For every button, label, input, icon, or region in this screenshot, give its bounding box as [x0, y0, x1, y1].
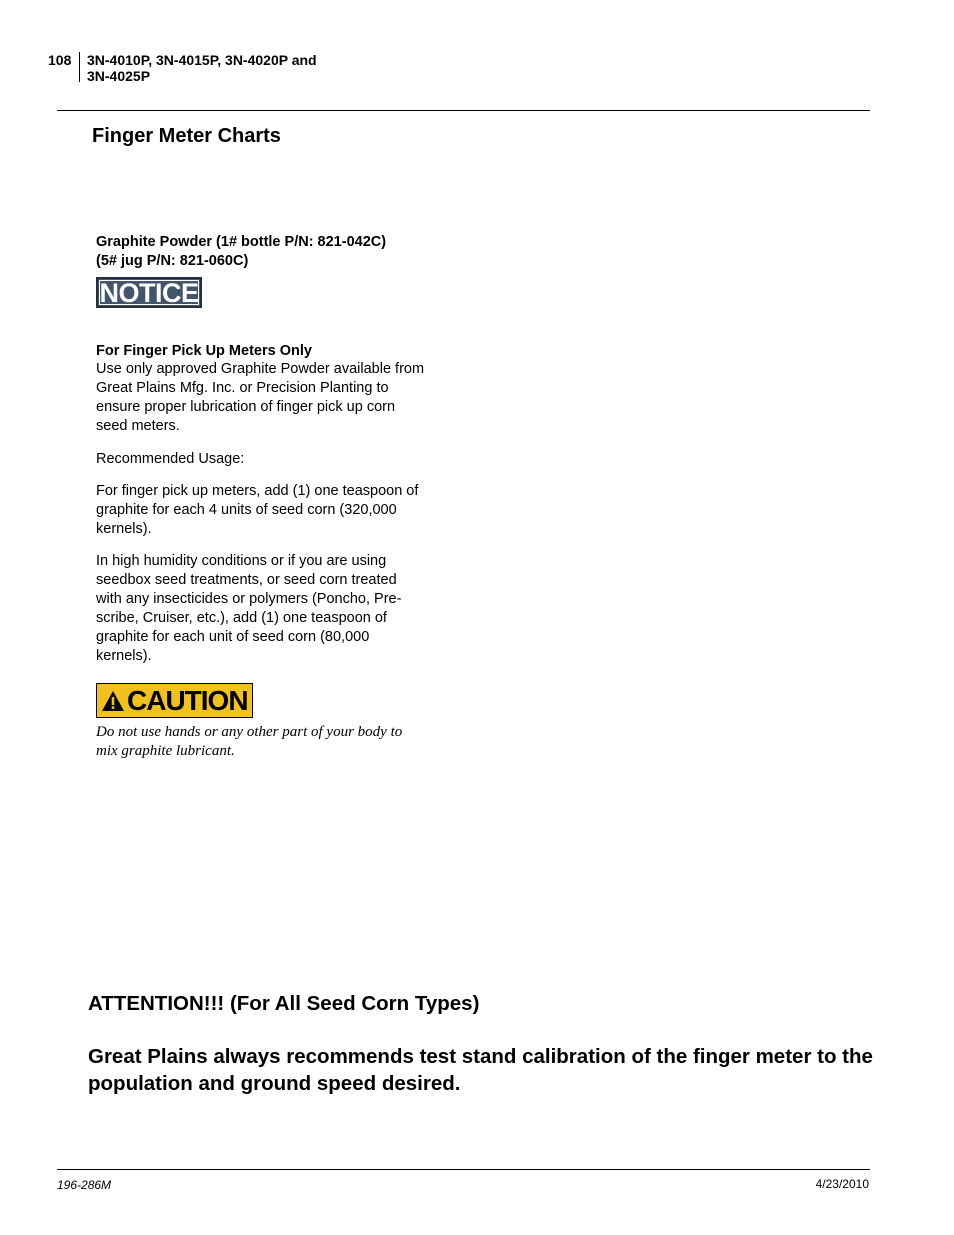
caution-label — [96, 683, 253, 718]
usage-paragraph-1: For finger pick up meters, add (1) one teaspoon of graphite for each 4 units of seed corn (320,000 kernels). — [96, 483, 419, 537]
graphite-line-2: (5# jug P/N: 821-060C) — [96, 253, 249, 269]
page-number: 108 — [48, 52, 72, 68]
warning-triangle-icon — [101, 689, 125, 713]
graphite-line-1: Graphite Powder (1# bottle P/N: 821-042C) — [96, 234, 387, 250]
model-title — [87, 52, 317, 84]
notice-heading: For Finger Pick Up Meters Only — [96, 343, 312, 359]
header-rule — [57, 110, 870, 111]
attention-heading: ATTENTION!!! (For All Seed Corn Types) — [88, 992, 480, 1015]
notice-body: Use only approved Graphite Powder available from Great Plains Mfg. Inc. or Precision Planting to ensure proper lubrication of finger pick up corn seed meters. — [96, 361, 425, 434]
caution-text: Do not use hands or any other part of your body to mix graphite lubricant. — [96, 724, 403, 759]
document-number: 196-286M — [57, 1178, 112, 1192]
notice-label: NOTICE — [96, 277, 202, 308]
usage-paragraph-2: In high humidity conditions or if you are using seedbox seed treatments, or seed corn treated with any insecticides or polymers (Poncho, Pre-scribe, Cruiser, etc.), add (1) one teaspoon of graphite for each unit of seed corn (80,000 kernels). — [96, 553, 402, 664]
section-title: Finger Meter Charts — [92, 125, 281, 147]
model-title-line-2: 3N-4025P — [87, 68, 151, 84]
model-title-line-1: 3N-4010P, 3N-4015P, 3N-4020P and — [87, 52, 317, 68]
header-divider — [79, 52, 80, 82]
recommendation-text: Great Plains always recommends test stand calibration of the finger meter to the population and ground speed desired. — [88, 1045, 873, 1095]
usage-label: Recommended Usage: — [96, 451, 245, 467]
footer-rule — [57, 1169, 870, 1170]
graphite-part-numbers — [96, 233, 426, 271]
document-date: 4/23/2010 — [815, 1177, 869, 1191]
caution-word: CAUTION — [127, 685, 248, 716]
